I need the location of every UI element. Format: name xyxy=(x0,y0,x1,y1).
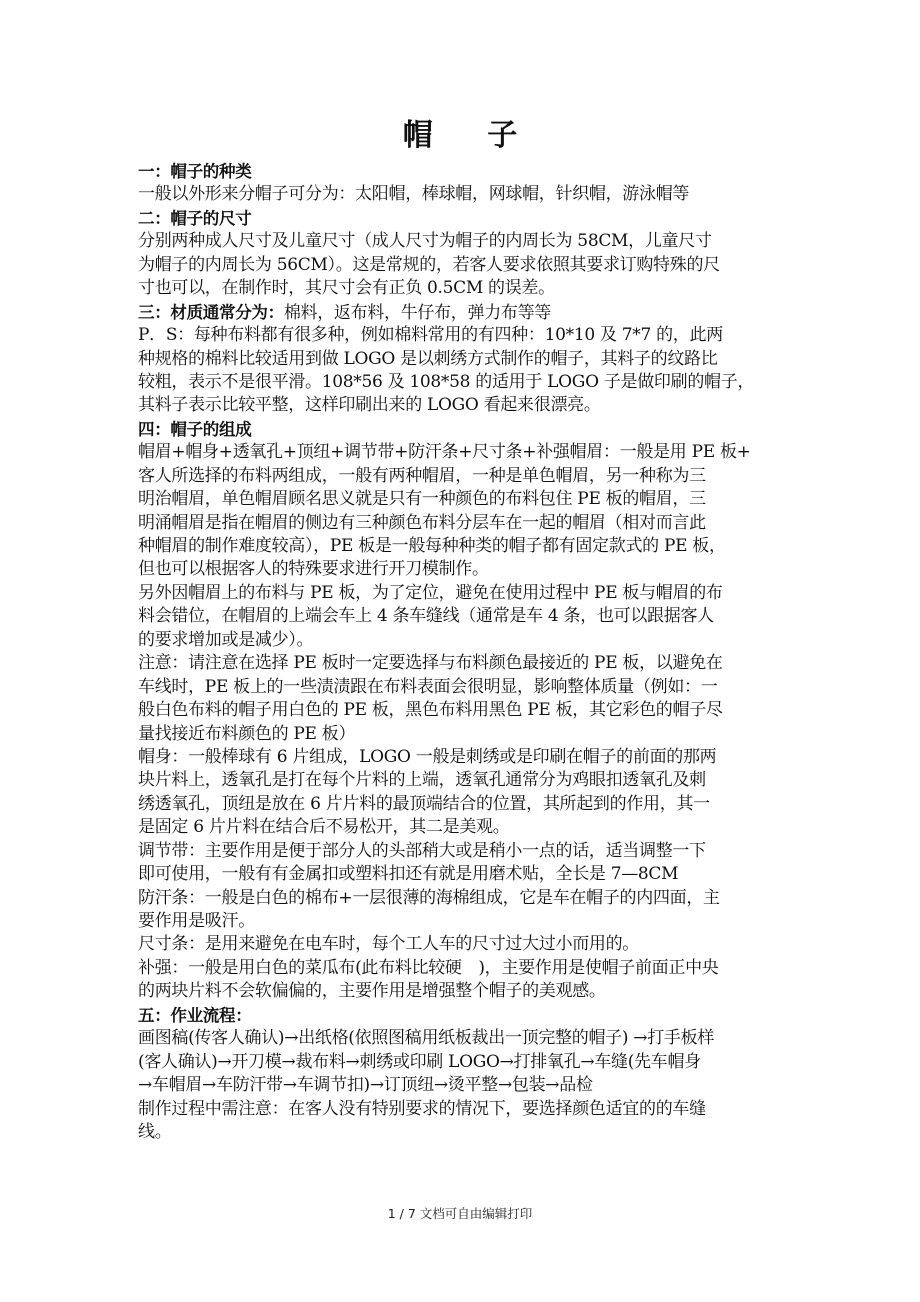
paragraph-line: 料会错位，在帽眉的上端会车上 4 条车缝线（通常是车 4 条，也可以跟据客人 xyxy=(138,606,714,627)
paragraph-line: 尺寸条：是用来避免在电车时，每个工人车的尺寸过大过小而用的。 xyxy=(138,934,639,955)
section-heading-composition: 四：帽子的组成 xyxy=(138,419,252,439)
paragraph-line: (客人确认)→开刀模→裁布料→刺绣或印刷 LOGO→打排氧孔→车缝(先车帽身 xyxy=(138,1051,701,1072)
paragraph-line: 般白色布料的帽子用白色的 PE 板，黑色布料用黑色 PE 板，其它彩色的帽子尽 xyxy=(138,700,723,721)
paragraph-line: 绣透氧孔，顶纽是放在 6 片片料的最顶端结合的位置，其所起到的作用，其一 xyxy=(138,793,710,814)
paragraph-line: 寸也可以，在制作时，其尺寸会有正负 0.5CM 的误差。 xyxy=(138,278,555,299)
section-heading-types: 一：帽子的种类 xyxy=(138,162,252,181)
title-char-1: 帽 xyxy=(402,118,433,153)
paragraph-line: P．S：每种布料都有很多种，例如棉料常用的有四种：10*10 及 7*7 的，此两 xyxy=(138,325,723,346)
paragraph-line: 即可使用，一般有有金属扣或塑料扣还有就是用磨术贴，全长是 7—8CM xyxy=(138,864,679,885)
document-title xyxy=(138,110,782,154)
section-heading-workflow: 五：作业流程： xyxy=(138,1005,252,1025)
paragraph-line: 制作过程中需注意：在客人没有特别要求的情况下，要选择颜色适宜的的车缝 xyxy=(138,1098,706,1119)
paragraph-line: 分别两种成人尺寸及儿童尺寸（成人尺寸为帽子的内周长为 58CM，儿童尺寸 xyxy=(138,231,712,252)
paragraph-line: 防汗条：一般是白色的棉布+一层很薄的海棉组成，它是车在帽子的内四面，主 xyxy=(138,887,720,908)
section-heading-size: 二：帽子的尺寸 xyxy=(138,208,252,228)
material-list: 棉料，返布料，牛仔布，弹力布等等 xyxy=(283,302,552,323)
paragraph-line: 的两块片料不会软偏偏的，主要作用是增强整个帽子的美观感。 xyxy=(138,981,606,1002)
paragraph-line: 补强：一般是用白色的菜瓜布(此布料比较硬 )，主要作用是使帽子前面正中央 xyxy=(138,957,719,978)
paragraph-line: 块片料上，透氧孔是打在每个片料的上端，透氧孔通常分为鸡眼扣透氧孔及刺 xyxy=(138,770,706,791)
paragraph-line: 种规格的棉料比较适用到做 LOGO 是以刺绣方式制作的帽子，其料子的纹路比 xyxy=(138,348,718,369)
paragraph-line: 画图稿(传客人确认)→出纸格(依照图稿用纸板裁出一顶完整的帽子) →打手板样 xyxy=(138,1028,715,1049)
paragraph-line: 其料子表示比较平整，这样印刷出来的 LOGO 看起来很漂亮。 xyxy=(138,395,601,416)
paragraph-line: 种帽眉的制作难度较高），PE 板是一般每种种类的帽子都有固定款式的 PE 板， xyxy=(138,536,726,556)
paragraph-line: 的要求增加或是减少）。 xyxy=(138,629,314,650)
section-heading-material xyxy=(138,301,798,324)
paragraph-line: 要作用是吸汗。 xyxy=(138,911,255,931)
paragraph-line: 为帽子的内周长为 56CM）。这是常规的，若客人要求依照其要求订购特殊的尺 xyxy=(138,254,720,275)
paragraph-line: 注意：请注意在选择 PE 板时一定要选择与布料颜色最接近的 PE 板，以避免在 xyxy=(138,653,723,674)
paragraph-line: 帽身：一般棒球有 6 片组成，LOGO 一般是刺绣或是印刷在帽子的前面的那两 xyxy=(138,746,717,767)
paragraph-line: 明涌帽眉是指在帽眉的侧边有三种颜色布料分层车在一起的帽眉（相对而言此 xyxy=(138,512,706,533)
page-footer: 1 / 7 文档可自由编辑打印 xyxy=(387,1206,533,1221)
paragraph-line: 是固定 6 片片料在结合后不易松开，其二是美观。 xyxy=(138,817,510,838)
paragraph-line: →车帽眉→车防汗带→车调节扣)→订顶纽→烫平整→包装→品检 xyxy=(138,1075,593,1096)
paragraph-line: 一般以外形来分帽子可分为：太阳帽，棒球帽，网球帽，针织帽，游泳帽等 xyxy=(138,184,690,205)
material-heading-label: 三：材质通常分为： xyxy=(138,302,284,322)
document-body xyxy=(138,160,798,1144)
title-char-2: 子 xyxy=(487,118,518,153)
paragraph-line: 但也可以根据客人的特殊要求进行开刀模制作。 xyxy=(138,559,489,580)
paragraph-line: 明治帽眉，单色帽眉顾名思义就是只有一种颜色的布料包住 PE 板的帽眉，三 xyxy=(138,489,706,510)
paragraph-line: 另外因帽眉上的布料与 PE 板，为了定位，避免在使用过程中 PE 板与帽眉的布 xyxy=(138,582,723,603)
paragraph-line: 车线时，PE 板上的一些渍渍跟在布料表面会很明显，影响整体质量（例如：一 xyxy=(138,676,718,697)
paragraph-line: 较粗，表示不是很平滑。108*56 及 108*58 的适用于 LOGO 子是做印刷的帽子， xyxy=(138,371,755,392)
paragraph-line: 帽眉+帽身+透氧孔+顶纽+调节带+防汗条+尺寸条+补强帽眉：一般是用 PE 板+ xyxy=(138,442,751,463)
paragraph-line: 量找接近布料颜色的 PE 板） xyxy=(138,723,356,744)
paragraph-line: 调节带：主要作用是便于部分人的头部稍大或是稍小一点的话，适当调整一下 xyxy=(138,840,706,861)
paragraph-line: 线。 xyxy=(138,1121,172,1142)
paragraph-line: 客人所选择的布料两组成，一般有两种帽眉，一种是单色帽眉，另一种称为三 xyxy=(138,465,706,486)
